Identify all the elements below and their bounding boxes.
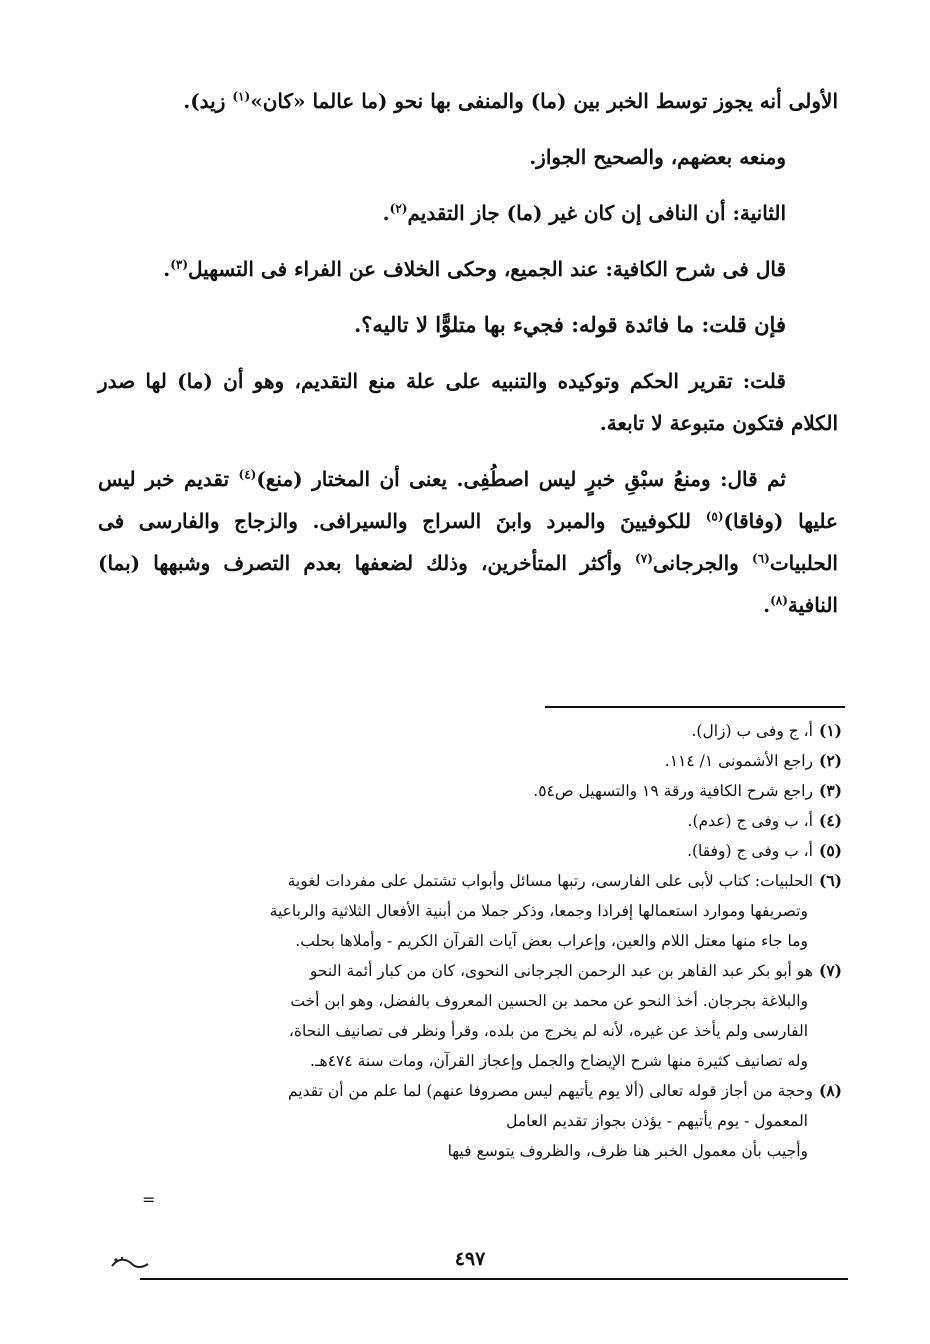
footnote-text: والبلاغة بجرجان. أخذ النحو عن محمد بن الحسين المعروف بالفضل، وهو ابن أخت	[290, 992, 808, 1010]
footnote-6-line-3	[98, 926, 842, 956]
footnote-text: وحجة من أجاز قوله تعالى (ألا يوم يأتيهم ليس مصروفا عنهم) لما علم من أن تقديم	[287, 1082, 813, 1100]
paragraph-text: فإن قلت: ما فائدة قوله: فجيء بها متلوًّا لا تاليه؟.	[353, 312, 786, 337]
footnote-text: أ، ب وفى ج (وفقا).	[687, 842, 813, 860]
footnote-ref: (٨)	[770, 593, 788, 608]
footnote-ref: (١)	[232, 89, 251, 104]
paragraph-2	[98, 136, 838, 178]
footnote-ref: (٧)	[635, 551, 653, 566]
footnote-text: أ، ب وفى ج (عدم).	[687, 812, 813, 830]
footnote-text: وما جاء منها معتل اللام والعين، وإعراب بعض آيات القرآن الكريم - وأملاها بحلب.	[295, 932, 808, 950]
footnote-ref: (٦)	[751, 551, 770, 566]
footnote-3	[98, 776, 842, 806]
footnote-text: وأجيب بأن معمول الخبر هنا ظرف، والظروف يتوسع فيها	[447, 1142, 808, 1160]
footnote-ref: (٣)	[170, 257, 189, 272]
footnote-number: (٤)	[818, 811, 842, 830]
paragraph-text: .	[163, 257, 171, 281]
footnote-number: (٧)	[818, 961, 842, 980]
ornament-icon	[108, 1252, 152, 1274]
footnote-number: (٣)	[818, 781, 842, 800]
paragraph-text: وأكثر المتأخرين، وذلك لضعفها بعدم التصرف وشبهها (بما) النافية	[98, 551, 838, 617]
footer-rule	[140, 1278, 848, 1280]
footnote-2	[98, 746, 842, 776]
paragraph-4	[98, 248, 838, 290]
footnote-number: (١)	[818, 721, 842, 740]
footnote-text: راجع شرح الكافية ورقة ١٩ والتسهيل ص٥٤.	[533, 782, 813, 800]
footnote-text: هو أبو بكر عبد القاهر بن عبد الرحمن الجرجانى النحوى، كان من كبار أئمة النحو	[309, 962, 813, 980]
paragraph-text: الثانية: أن النافى إن كان غير (ما) جاز التقديم	[407, 201, 786, 225]
paragraph-answer	[98, 360, 838, 444]
main-text	[98, 80, 838, 640]
footnote-number: (٦)	[818, 871, 842, 890]
footnote-ref: (٤)	[238, 467, 257, 482]
footnote-divider	[545, 706, 845, 708]
footnote-7-line-4	[98, 1046, 842, 1076]
footnote-text: أ، ج وفى ب (زال).	[691, 722, 813, 740]
footnote-1	[98, 716, 842, 746]
paragraph-text: .	[763, 593, 771, 617]
page-number: ٤٩٧	[454, 1248, 486, 1270]
continuation-mark: =	[142, 1190, 156, 1209]
paragraph-text: الأولى أنه يجوز توسط الخبر بين (ما) والمنفى بها نحو (ما عالما «كان»	[250, 89, 838, 113]
paragraph-text: قلت: تقرير الحكم وتوكيده والتنبيه على علة منع التقديم، وهو أن (ما) لها صدر الكلام فتكون متبوعة لا تابعة.	[98, 369, 838, 435]
paragraph-7	[98, 458, 838, 626]
footnote-number: (٥)	[818, 841, 842, 860]
footnote-8-line-3	[98, 1136, 842, 1166]
footnote-text: وتصريفها وموارد استعمالها إفرادا وجمعا، وذكر جملا من أبنية الأفعال الثلاثية والرباعية	[269, 902, 808, 920]
paragraph-text: ثم قال: ومنعُ سبْقِ خبرٍ ليس اصطُفِى. يعنى أن المختار (منع)	[256, 467, 787, 491]
footnote-text: راجع الأشمونى ١/ ١١٤.	[664, 752, 813, 770]
footnote-text: الفارسى ولم يأخذ عن غيره، لأنه لم يخرج من بلده، وقرأ ونظر فى تصانيف النحاة،	[288, 1022, 808, 1040]
footnote-6	[98, 866, 842, 896]
footnote-ref: (٢)	[389, 201, 408, 216]
paragraph-text: تقديم خبر ليس عليها (وفاقا)	[98, 467, 838, 533]
paragraph-question	[98, 304, 838, 346]
footnote-5	[98, 836, 842, 866]
footnotes	[98, 716, 842, 1166]
footnote-text: وله تصانيف كثيرة منها شرح الإيضاح والجمل وإعجاز القرآن، ومات سنة ٤٧٤هـ.	[310, 1052, 808, 1070]
paragraph-text: قال فى شرح الكافية: عند الجميع، وحكى الخلاف عن الفراء فى التسهيل	[188, 257, 786, 281]
footnote-number: (٢)	[818, 751, 842, 770]
footnote-number: (٨)	[818, 1081, 842, 1100]
footnote-text: المعمول - يوم يأتيهم - يؤذن بجواز تقديم العامل	[506, 1112, 808, 1130]
paragraph-text: والجرجانى	[652, 551, 752, 575]
footnote-ref: (٥)	[705, 509, 724, 524]
footnote-7-line-3	[98, 1016, 842, 1046]
footnote-text: الحلبيات: كتاب لأبى على الفارسى، رتبها مسائل وأبواب تشتمل على مفردات لغوية	[287, 872, 813, 890]
footnote-7-line-2	[98, 986, 842, 1016]
paragraph-text: .	[382, 201, 390, 225]
footnote-6-line-2	[98, 896, 842, 926]
paragraph-text: ومنعه بعضهم، والصحيح الجواز.	[529, 145, 786, 169]
footnote-8	[98, 1076, 842, 1106]
paragraph-1	[98, 80, 838, 122]
footnote-4	[98, 806, 842, 836]
footnote-7	[98, 956, 842, 986]
paragraph-text: زيد).	[183, 89, 233, 113]
footnote-8-line-2	[98, 1106, 842, 1136]
paragraph-3	[98, 192, 838, 234]
paragraph-text: للكوفيينَ والمبرد وابنَ السراج والسيرافى. والزجاج والفارسى فى الحلبيات	[98, 509, 838, 575]
